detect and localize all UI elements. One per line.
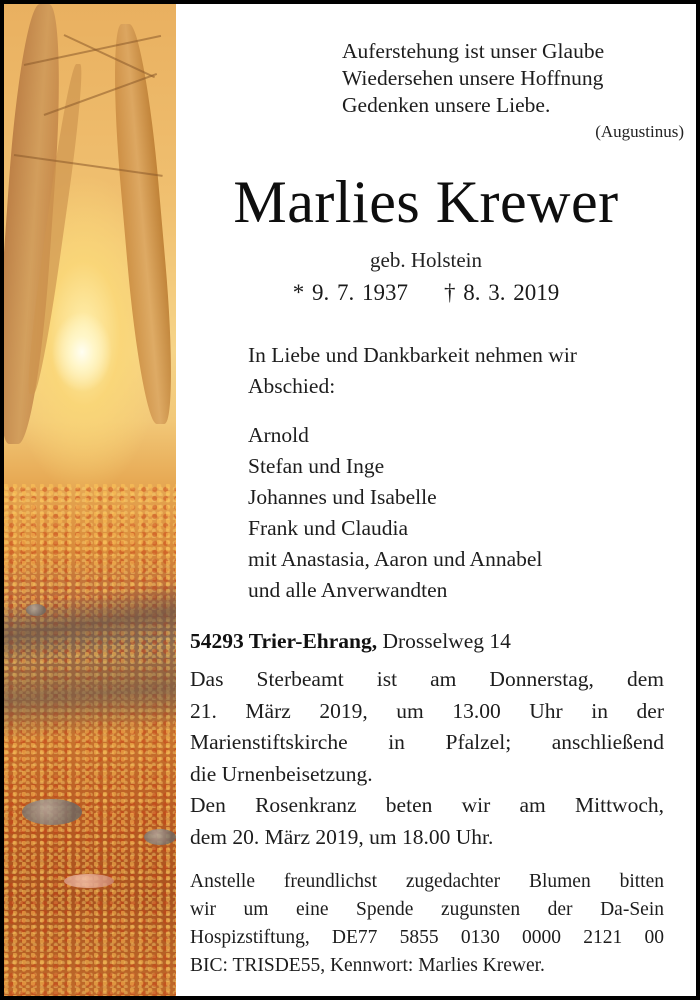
- motto-line: Wiedersehen unsere Hoffnung: [342, 66, 604, 90]
- donation-line: Hospizstiftung, DE77 5855 0130 0000 2121 00: [190, 927, 664, 948]
- motto-line: Gedenken unsere Liebe.: [342, 93, 551, 117]
- maiden-name: geb. Holstein: [370, 248, 482, 272]
- address-street: Drosselweg 14: [382, 629, 511, 653]
- birth-date: * 9. 7. 1937: [292, 280, 408, 305]
- stone: [26, 604, 46, 616]
- mourner-entry: Arnold: [248, 423, 309, 447]
- motto-quote: [342, 38, 604, 119]
- fallen-leaves-texture: [4, 484, 176, 996]
- service-line: 21. März 2019, um 13.00 Uhr in der: [190, 698, 664, 723]
- mourners-list: [248, 420, 678, 606]
- stone: [144, 829, 176, 845]
- mourner-entry: Johannes und Isabelle: [248, 485, 437, 509]
- mourner-entry: Frank und Claudia: [248, 516, 409, 540]
- death-date: † 8. 3. 2019: [444, 280, 560, 305]
- service-line: Das Sterbeamt ist am Donnerstag, dem: [190, 667, 664, 691]
- donation-line: wir um eine Spende zugunsten der Da-Sein: [190, 899, 664, 920]
- service-line: dem 20. März 2019, um 18.00 Uhr.: [190, 824, 494, 849]
- motto-attribution: (Augustinus): [595, 122, 684, 141]
- mourner-entry: Stefan und Inge: [248, 454, 385, 478]
- leaf-highlight: [64, 874, 114, 888]
- family-address: [190, 626, 670, 656]
- deceased-name: Marlies Krewer: [233, 169, 619, 235]
- service-line: Marienstiftskirche in Pfalzel; anschließend: [190, 730, 664, 754]
- donation-request: [190, 868, 664, 980]
- donation-line: Anstelle freundlichst zugedachter Blumen bitten: [190, 871, 664, 892]
- farewell-intro: [248, 340, 678, 401]
- forest-path-shadow: [4, 648, 176, 740]
- life-dates: [176, 280, 676, 306]
- service-details: [190, 664, 664, 853]
- service-line: die Urnenbeisetzung.: [190, 761, 373, 786]
- mourner-entry: und alle Anverwandten: [248, 578, 448, 602]
- address-city: 54293 Trier-Ehrang,: [190, 629, 378, 653]
- donation-line: BIC: TRISDE55, Kennwort: Marlies Krewer.: [190, 955, 545, 976]
- forest-path-photo: [4, 4, 176, 996]
- intro-line: In Liebe und Dankbarkeit nehmen wir: [248, 343, 577, 367]
- tree-trunk-right: [107, 24, 176, 424]
- stone: [22, 799, 82, 825]
- intro-line: Abschied:: [248, 373, 336, 398]
- service-line: Den Rosenkranz beten wir am Mittwoch,: [190, 793, 664, 817]
- motto-line: Auferstehung ist unser Glaube: [342, 39, 605, 63]
- notice-content: [176, 4, 696, 996]
- mourner-entry: mit Anastasia, Aaron und Annabel: [248, 547, 543, 571]
